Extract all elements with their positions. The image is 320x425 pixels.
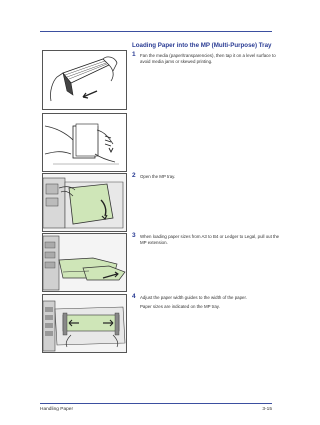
illustration-width-guides [42, 294, 127, 353]
width-guides-drawing [43, 295, 126, 352]
step-text: Adjust the paper width guides to the width of the paper. [140, 295, 247, 300]
step-3 [132, 234, 282, 245]
step-4 [132, 295, 282, 309]
step-text: When loading paper sizes from A3 to B4 or Ledger to Legal, pull out the MP extension. [140, 234, 280, 245]
illustration-mp-extension [42, 233, 127, 292]
step-note: Paper sizes are indicated on the MP tray. [140, 303, 220, 309]
step-2 [132, 174, 282, 180]
step-text: Fan the media (paper/transparencies), then tap it on a level surface to avoid media jams or skewed printing. [140, 53, 276, 64]
mp-extension-drawing [43, 234, 126, 291]
footer-chapter: Handling Paper [40, 407, 74, 412]
illustration-tap-paper [42, 113, 127, 172]
step-1 [132, 53, 282, 64]
step-number: 2 [132, 172, 136, 179]
step-number: 1 [132, 51, 136, 58]
footer-page-number: 3-15 [262, 407, 272, 412]
section-title: Loading Paper into the MP (Multi-Purpose) Tray [132, 42, 272, 49]
illustration-open-mp-tray [42, 173, 127, 232]
header-rule [40, 31, 272, 32]
step-text: Open the MP tray. [140, 174, 176, 179]
footer-rule [40, 403, 272, 404]
step-number: 4 [132, 293, 136, 300]
fan-paper-drawing [43, 51, 126, 109]
tap-paper-drawing [43, 114, 126, 171]
open-tray-drawing [43, 174, 126, 231]
illustration-fan-paper [42, 50, 127, 110]
step-number: 3 [132, 232, 136, 239]
